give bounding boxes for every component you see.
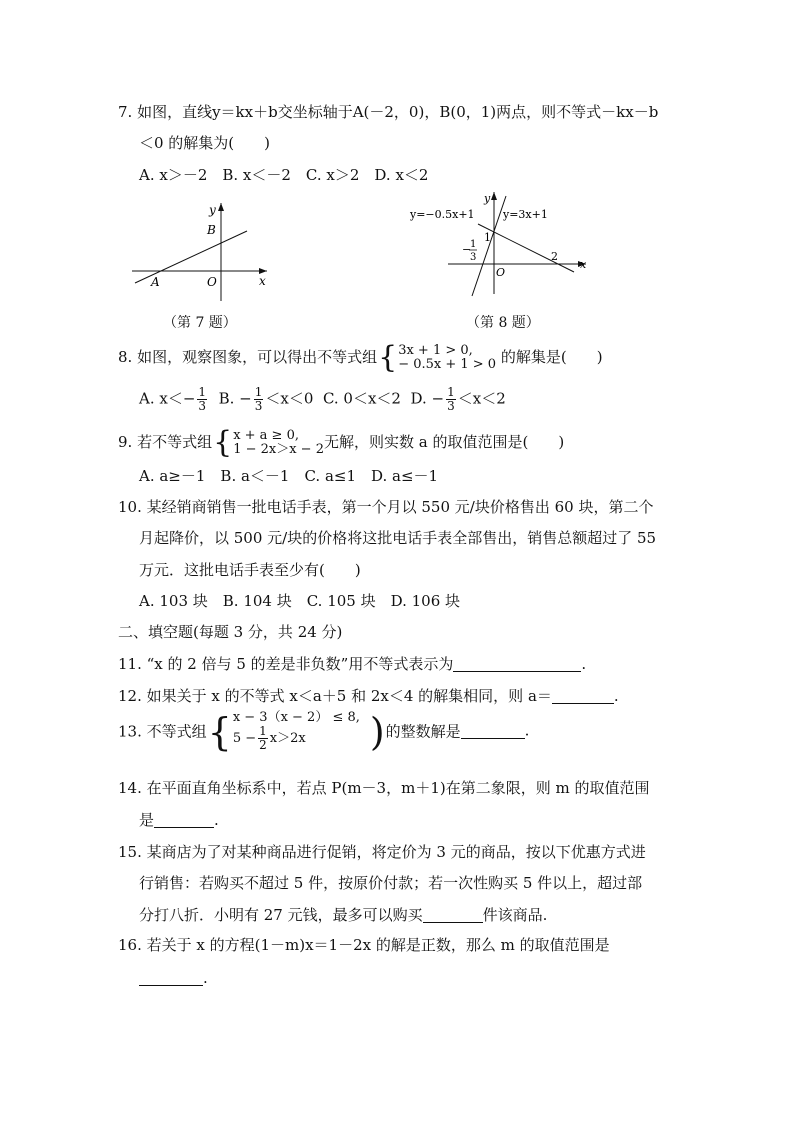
q13-suffix: 的整数解是	[385, 722, 461, 741]
q8-optD-post: ＜x＜2	[457, 389, 506, 408]
q8-sys1: 3x + 1 > 0,	[398, 343, 473, 358]
q13	[118, 711, 529, 752]
q8-optA-frac	[197, 386, 207, 413]
q8-optD-frac	[446, 386, 456, 413]
q9-stem	[118, 425, 565, 460]
q11-end: .	[581, 655, 587, 673]
q13-sys2-post: x＞2x	[269, 731, 306, 746]
q13-sys1: x − 3（x − 2） ≤ 8,	[232, 710, 360, 725]
q9-suffix: 无解，则实数 a 的取值范围是( )	[323, 433, 565, 451]
q8-optA-den: 3	[198, 399, 207, 413]
fig8-O-label: O	[496, 266, 506, 279]
fig7-B-label: B	[207, 223, 216, 237]
q12-end: .	[613, 687, 619, 705]
q8-optB-den: 3	[254, 399, 263, 413]
q8-suffix: 的解集是( )	[500, 348, 603, 366]
q8-optD-den: 3	[447, 399, 455, 413]
q9-system	[233, 429, 324, 457]
q8-options	[139, 386, 506, 413]
fig7-O-label: O	[207, 275, 217, 289]
q13-answer-blank[interactable]	[461, 722, 525, 739]
q12-text: 12. 如果关于 x 的不等式 x＜a＋5 和 2x＜4 的解集相同，则 a＝	[118, 687, 552, 705]
q8-brace: {	[378, 340, 398, 375]
section-2-heading: 二、填空题(每题 3 分，共 24 分)	[118, 623, 343, 641]
q8-optA-num: 1	[198, 385, 207, 399]
q8-optD-num: 1	[447, 385, 455, 399]
q14-answer-blank[interactable]	[154, 811, 214, 828]
q8-optB-post: ＜x＜0	[265, 389, 314, 408]
q13-brace: {	[207, 709, 232, 754]
q7-line2: ＜0 的解集为( )	[139, 134, 271, 152]
fig8-frac-num: 1	[470, 239, 477, 250]
q8-optD-pre: D. −	[410, 389, 445, 408]
q15-line3-end: 件该商品.	[482, 906, 548, 924]
q10-line2: 月起降价，以 500 元/块的价格将这批电话手表全部售出，销售总额超过了 55	[139, 529, 657, 547]
q13-sys2-num: 1	[259, 724, 267, 738]
q8-prefix: 8. 如图，观察图象，可以得出不等式组	[118, 348, 378, 366]
q13-sys2-den: 2	[259, 738, 267, 752]
fig8-y-label: y	[484, 192, 491, 205]
q12-answer-blank[interactable]	[552, 687, 614, 704]
fig7-A-label: A	[151, 275, 160, 289]
q8-optC: C. 0＜x＜2	[322, 389, 401, 408]
q8-sys2: − 0.5x + 1 > 0	[398, 357, 497, 372]
q13-sys2-frac	[258, 725, 268, 752]
q13-right-brace: )	[369, 709, 385, 754]
q13-prefix: 13. 不等式组	[118, 722, 207, 741]
figure-8-graph	[408, 188, 598, 303]
q7-line1: 7. 如图，直线y＝kx＋b交坐标轴于A(－2，0)，B(0，1)两点，则不等式－kx－b	[118, 103, 659, 121]
fig8-frac-den: 3	[470, 252, 477, 263]
fig8-one-label: 1	[484, 231, 491, 244]
q15-line1: 15. 某商店为了对某种商品进行促销，将定价为 3 元的商品，按以下优惠方式进	[118, 843, 646, 861]
q11	[118, 654, 586, 674]
q16-end: .	[203, 969, 208, 987]
q8-stem	[118, 340, 603, 375]
q12	[118, 686, 619, 706]
q8-optB-num: 1	[254, 385, 263, 399]
q8-optA-pre: A. x＜−	[139, 389, 196, 408]
q16-line2	[139, 968, 208, 988]
q15-answer-blank[interactable]	[423, 906, 483, 923]
q7-options: A. x＞－2 B. x＜－2 C. x＞2 D. x＜2	[139, 166, 429, 184]
fig8-eq2-label: y=3x+1	[503, 208, 548, 221]
q8-optB-pre: B. −	[218, 389, 252, 408]
q14-line2	[139, 810, 219, 830]
q8-optB-frac	[254, 386, 264, 413]
q9-prefix: 9. 若不等式组	[118, 433, 213, 451]
q15-line2: 行销售：若购买不超过 5 件，按原价付款；若一次性购买 5 件以上，超过部	[139, 874, 643, 892]
fig7-caption: （第 7 题）	[163, 315, 237, 331]
q9-brace: {	[213, 425, 233, 460]
q14-line2-text: 是	[139, 811, 155, 829]
q15-line3	[139, 905, 547, 925]
q15-line3-text: 分打八折．小明有 27 元钱，最多可以购买	[139, 906, 423, 924]
fig7-x-label: x	[259, 274, 266, 288]
q11-answer-blank[interactable]	[453, 655, 581, 672]
fig8-x-label: x	[580, 258, 587, 271]
q11-text: 11. “x 的 2 倍与 5 的差是非负数”用不等式表示为	[118, 655, 454, 673]
q13-system	[233, 711, 369, 752]
q9-sys1: x + a ≥ 0,	[233, 428, 299, 443]
q14-line1: 14. 在平面直角坐标系中，若点 P(m－3，m＋1)在第二象限，则 m 的取值范围	[118, 779, 650, 797]
q16-line1: 16. 若关于 x 的方程(1－m)x＝1－2x 的解是正数，那么 m 的取值范围是	[118, 936, 610, 954]
fig8-neg-sign: −	[462, 243, 472, 256]
q10-line3: 万元．这批电话手表至少有( )	[139, 561, 361, 579]
fig8-eq1-label: y=−0.5x+1	[410, 208, 475, 221]
fig8-two-label: 2	[551, 250, 558, 263]
fig7-y-label: y	[209, 203, 216, 217]
q10-options: A. 103 块 B. 104 块 C. 105 块 D. 106 块	[139, 592, 461, 610]
q16-answer-blank[interactable]	[139, 969, 203, 986]
q13-sys2-pre: 5 −	[232, 731, 257, 746]
q14-end: .	[214, 811, 219, 829]
q10-line1: 10. 某经销商销售一批电话手表，第一个月以 550 元/块价格售出 60 块，第二个	[118, 498, 654, 516]
figure-7-graph	[125, 197, 275, 309]
q8-system	[398, 344, 496, 372]
fig8-caption: （第 8 题）	[466, 315, 540, 331]
q9-options: A. a≥－1 B. a＜－1 C. a≤1 D. a≤－1	[139, 467, 439, 485]
q9-sys2: 1 − 2x＞x − 2	[233, 442, 324, 457]
q13-end: .	[524, 721, 530, 740]
